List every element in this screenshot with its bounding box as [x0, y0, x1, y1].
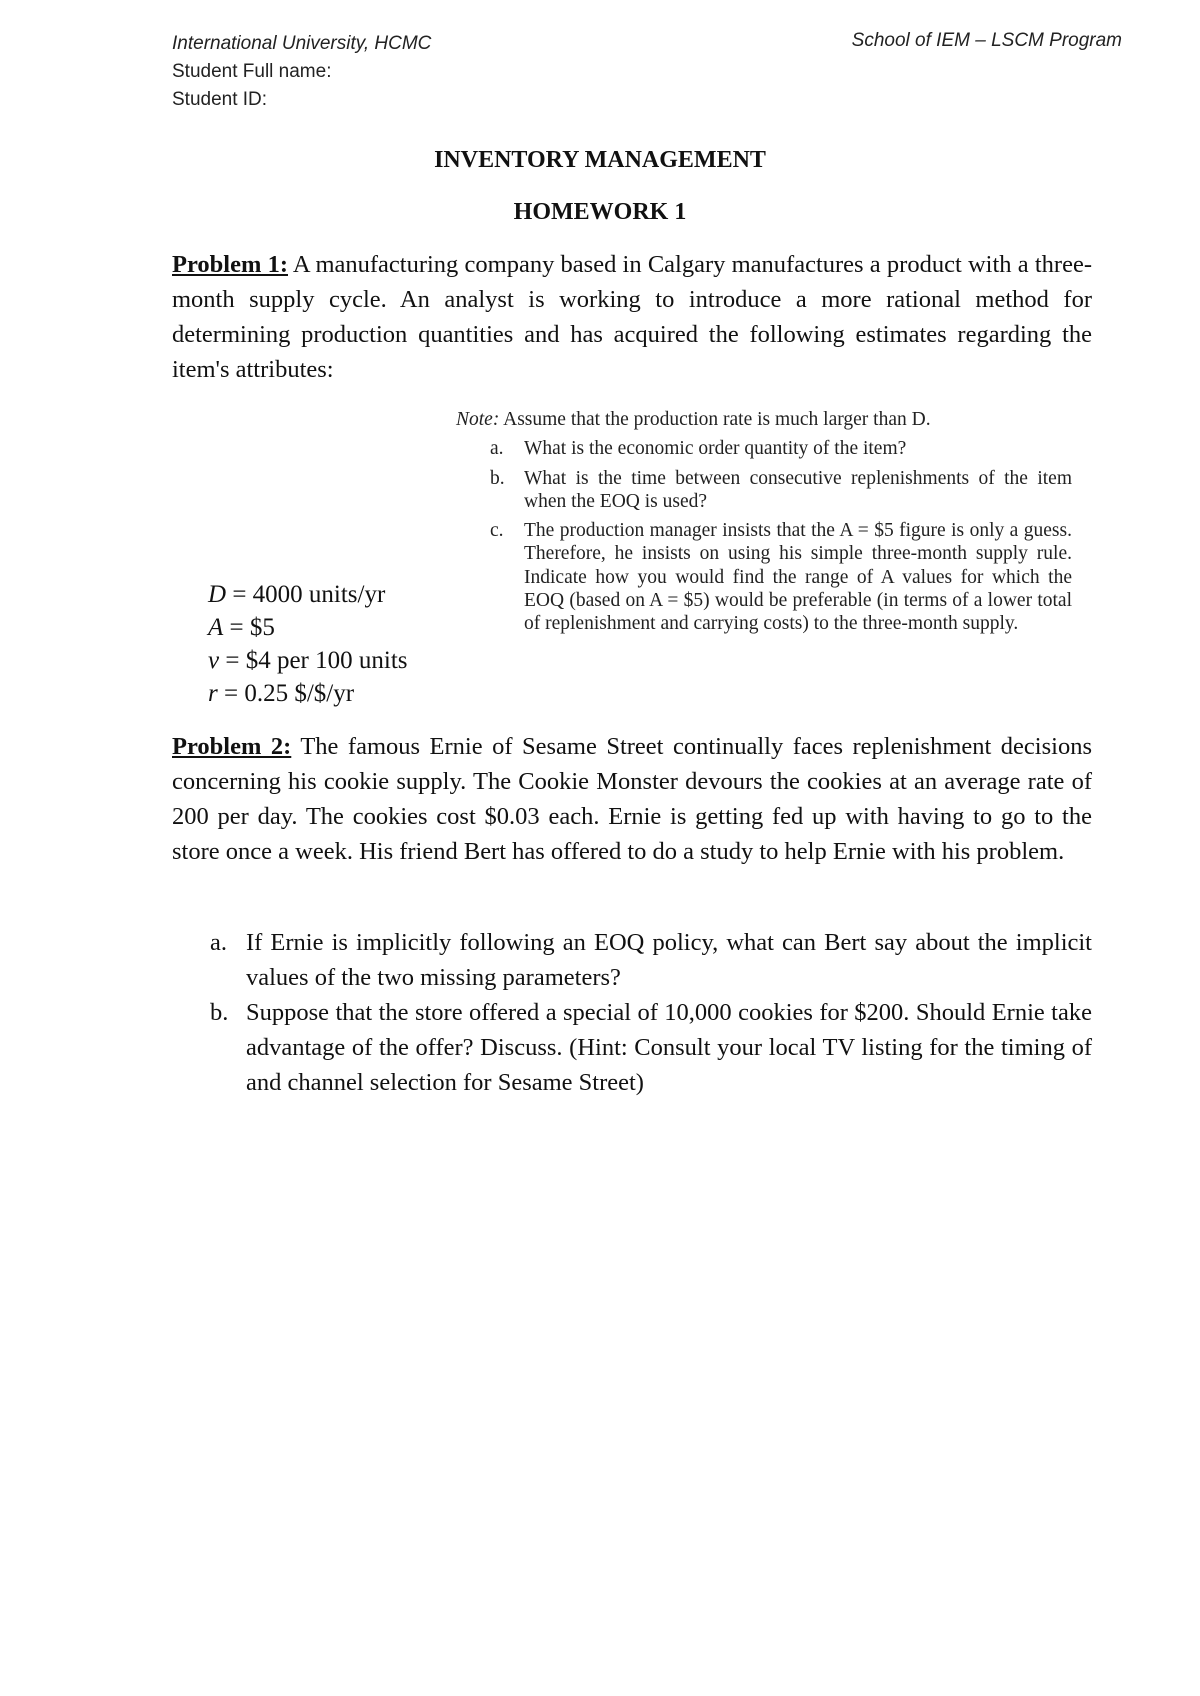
parameter-symbol: r: [208, 680, 218, 707]
problem-2-label: Problem 2:: [172, 733, 292, 760]
problem-1-note-block: [456, 408, 1072, 642]
parameter-unit-value: [208, 644, 468, 677]
problem-2-body: The famous Ernie of Sesame Street continually faces replenishment decisions concerning his cookie supply. The Cookie Monster devours the cookies at an average rate of 200 per day. The cookies cost $0.03 each. Ernie is getting fed up with having to go to the store once a week. His friend Bert has offered to do a study to help Ernie with his problem.: [172, 733, 1092, 865]
parameter-value: = $5: [223, 614, 275, 641]
note-paragraph: [456, 408, 1072, 431]
parameter-demand: [208, 578, 468, 611]
question-mark: c.: [490, 520, 504, 542]
parameter-value: = 0.25 $/$/yr: [217, 680, 355, 707]
question-mark: a.: [490, 438, 504, 460]
student-id-label: Student ID:: [172, 89, 268, 110]
parameter-setup-cost: [208, 611, 468, 644]
question-text: Suppose that the store offered a special of 10,000 cookies for $200. Should Ernie take advantage of the offer? Discuss. (Hint: Consult your local TV listing for the timing of and channel selection for Sesame Street): [246, 999, 1092, 1096]
parameter-value: = 4000 units/yr: [226, 581, 386, 608]
document-header-left: [172, 30, 431, 114]
question-b: [490, 467, 1072, 514]
problem-1-body: A manufacturing company based in Calgary manufactures a product with a three-month supply cycle. An analyst is working to introduce a more rational method for determining production quantities and has acquired the following estimates regarding the item's attributes:: [172, 251, 1092, 383]
parameter-symbol: D: [208, 581, 227, 608]
parameter-value: = $4 per 100 units: [219, 647, 408, 674]
university-name: International University, HCMC: [172, 33, 432, 54]
question-mark: b.: [210, 999, 229, 1026]
problem-2-questions: [210, 925, 1092, 1100]
student-name-label: Student Full name:: [172, 61, 332, 82]
question-c: [490, 519, 1072, 635]
parameter-symbol: A: [208, 614, 224, 641]
problem-1-text: [172, 247, 1092, 387]
parameter-carrying-charge: [208, 677, 468, 710]
school-name: School of IEM – LSCM Program: [851, 30, 1122, 51]
question-text: What is the economic order quantity of the item?: [524, 438, 907, 460]
document-subtitle: HOMEWORK 1: [513, 199, 687, 225]
parameter-list: [208, 578, 468, 710]
note-label: Note:: [456, 409, 500, 430]
problem-2-question-a: [210, 925, 1092, 995]
question-text: What is the time between consecutive replenishments of the item when the EOQ is used?: [524, 467, 1072, 512]
document-title: INVENTORY MANAGEMENT: [434, 147, 766, 173]
question-mark: b.: [490, 467, 505, 489]
note-text: Assume that the production rate is much larger than D.: [499, 409, 931, 430]
question-text: The production manager insists that the A = $5 figure is only a guess. Therefore, he insists on using his simple three-month supply rule. Indicate how you would find the range of A values for which the EOQ (based on A = $5) would be preferable (in terms of a lower total of replenishment and carrying costs) to the three-month supply.: [524, 520, 1072, 635]
problem-2-question-b: [210, 995, 1092, 1100]
question-text: If Ernie is implicitly following an EOQ policy, what can Bert say about the implicit values of the two missing parameters?: [246, 929, 1092, 991]
question-mark: a.: [210, 929, 227, 956]
parameter-symbol: v: [208, 647, 220, 674]
problem-1-label: Problem 1:: [172, 251, 288, 278]
question-a: [490, 437, 1072, 460]
problem-2-text: [172, 729, 1092, 869]
